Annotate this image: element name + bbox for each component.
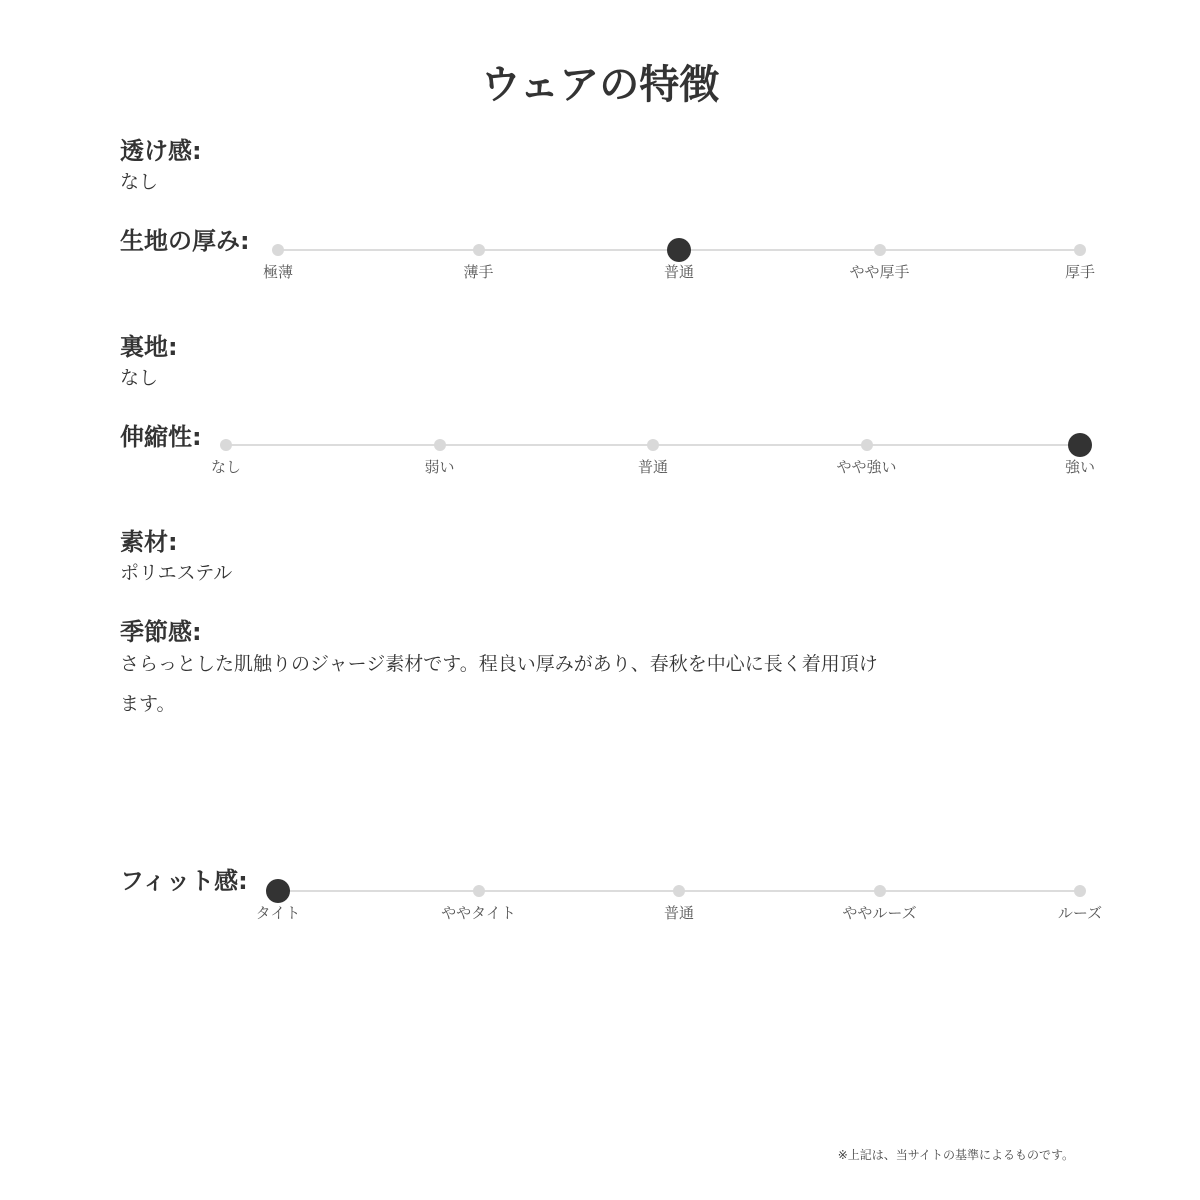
stretch-selected-dot: [1068, 433, 1092, 457]
fit-dot: [1074, 885, 1086, 897]
fit-option-label: ルーズ: [1057, 904, 1103, 922]
lining-value: なし: [120, 367, 159, 389]
thickness-dot: [473, 244, 485, 256]
thickness-option-label: 極薄: [262, 263, 294, 281]
stretch-dot: [647, 439, 659, 451]
fit-dot: [473, 885, 485, 897]
thickness-selected-dot: [667, 238, 691, 262]
fit-option-label: ややルーズ: [842, 904, 917, 922]
stretch-option-label: 普通: [637, 458, 669, 476]
transparency-value: なし: [120, 171, 159, 193]
stretch-scale: [210, 435, 1096, 476]
fit-option-label: 普通: [663, 904, 695, 922]
thickness-label: 生地の厚み:: [120, 227, 250, 255]
season-description: さらっとした肌触りのジャージ素材です。程良い厚みがあり、春秋を中心に長く着用頂けます。: [120, 653, 878, 715]
material-label: 素材:: [120, 528, 178, 556]
fit-label: フィット感:: [120, 867, 248, 895]
stretch-option-label: やや強い: [836, 458, 897, 476]
thickness-scale: [262, 240, 1096, 281]
fit-selected-dot: [266, 879, 290, 903]
stretch-option-label: 弱い: [424, 458, 455, 476]
thickness-option-label: やや厚手: [849, 263, 910, 281]
fit-scale: [255, 881, 1103, 922]
thickness-dot: [874, 244, 886, 256]
stretch-option-label: 強い: [1064, 458, 1096, 476]
footnote: ※上記は、当サイトの基準によるものです。: [837, 1148, 1074, 1162]
stretch-dot: [220, 439, 232, 451]
season-label: 季節感:: [120, 618, 202, 646]
fit-option-label: ややタイト: [441, 904, 516, 922]
thickness-option-label: 薄手: [463, 263, 494, 281]
stretch-dot: [861, 439, 873, 451]
fit-option-label: タイト: [255, 904, 301, 922]
stretch-option-label: なし: [210, 458, 242, 476]
thickness-option-label: 厚手: [1064, 263, 1096, 281]
thickness-dot: [272, 244, 284, 256]
page-title: ウェアの特徴: [480, 62, 720, 108]
fit-dot: [874, 885, 886, 897]
transparency-label: 透け感:: [120, 137, 202, 165]
lining-label: 裏地:: [120, 333, 178, 361]
material-value: ポリエステル: [120, 562, 233, 584]
fit-dot: [673, 885, 685, 897]
stretch-dot: [434, 439, 446, 451]
stretch-label: 伸縮性:: [120, 423, 202, 451]
thickness-dot: [1074, 244, 1086, 256]
thickness-option-label: 普通: [663, 263, 695, 281]
